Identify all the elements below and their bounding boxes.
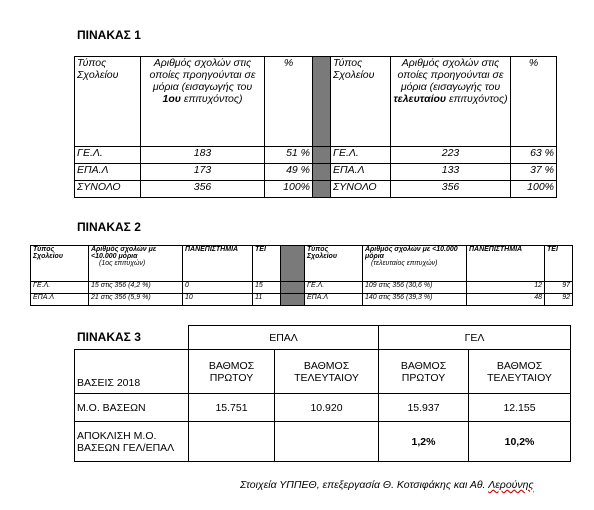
t2-cell: ΕΠΑ.Λ (305, 294, 363, 306)
t2-hdr-schools: Αριθμός σχολών με <10.000 μόρια (1ος επιτυχών) (89, 246, 183, 282)
t2-hdr-type2: Τύπος Σχολείου (305, 246, 363, 282)
t2-hdr-tei: ΤΕΙ (253, 246, 281, 282)
t1-separator (313, 57, 331, 147)
t1-cell: 49 % (265, 164, 313, 181)
table-row (75, 422, 571, 462)
t2-separator (281, 294, 305, 306)
t3-h-epal-last: ΒΑΘΜΟΣ ΤΕΛΕΥΤΑΙΟΥ (275, 350, 379, 394)
t3-cell: 1,2% (379, 422, 469, 462)
t3-cell: 15.751 (189, 394, 275, 422)
t2-hdr-uni2: ΠΑΝΕΠΙΣΤΗΜΙΑ (467, 246, 545, 282)
table3-title: ΠΙΝΑΚΑΣ 3 (77, 330, 141, 344)
t1-cell: 63 % (511, 147, 557, 164)
t2-cell: ΓΕ.Λ. (31, 282, 89, 294)
table-row (75, 164, 557, 181)
t3-cell: 10,2% (469, 422, 571, 462)
source-note (240, 479, 534, 491)
table-row (31, 294, 573, 306)
table1-title: ΠΙΝΑΚΑΣ 1 (77, 28, 141, 42)
t2-hdr-uni: ΠΑΝΕΠΙΣΤΗΜΙΑ (183, 246, 253, 282)
t2-cell: 15 στις 356 (4,2 %) (89, 282, 183, 294)
table2-title: ΠΙΝΑΚΑΣ 2 (77, 220, 141, 234)
t2-cell: 92 (545, 294, 573, 306)
t1-hdr-pct: % (265, 57, 313, 147)
t3-cell: 15.937 (379, 394, 469, 422)
t1-hdr-last: Αριθμός σχολών στις οποίες προηγούνται σε μόρια (εισαγωγής του τελευταίου επιτυχόντος) (391, 57, 511, 147)
table-row (75, 147, 557, 164)
t3-h-epal-first: ΒΑΘΜΟΣ ΠΡΩΤΟΥ (189, 350, 275, 394)
t1-cell: 183 (141, 147, 265, 164)
table3 (74, 325, 571, 462)
t3-grp-gel: ΓΕΛ (379, 326, 571, 350)
t1-cell: ΓΕ.Λ. (331, 147, 391, 164)
t1-cell: ΣΥΝΟΛΟ (75, 181, 141, 198)
t1-hdr-last-bold: τελευταίου (393, 93, 447, 105)
t2-cell: 15 (253, 282, 281, 294)
t3-cell: 12.155 (469, 394, 571, 422)
t3-grp-epal: ΕΠΑΛ (189, 326, 379, 350)
t2-separator (281, 246, 305, 282)
t1-cell: 356 (391, 181, 511, 198)
t1-cell: 37 % (511, 164, 557, 181)
t1-cell: 51 % (265, 147, 313, 164)
t1-cell: 100% (511, 181, 557, 198)
t1-hdr-pct2: % (511, 57, 557, 147)
t1-cell: 100% (265, 181, 313, 198)
t1-cell: ΓΕ.Λ. (75, 147, 141, 164)
t1-hdr-type2: Τύπος Σχολείου (331, 57, 391, 147)
t3-row3-label: ΑΠΟΚΛΙΣΗ Μ.Ο. ΒΑΣΕΩΝ ΓΕΛ/ΕΠΑΛ (75, 422, 189, 462)
t1-hdr-first-bold: 1ου (162, 93, 181, 105)
t1-cell: ΕΠΑ.Λ (75, 164, 141, 181)
t1-cell: ΕΠΑ.Λ (331, 164, 391, 181)
t2-hdr-schools2: Αριθμός σχολών με <10.000 μόρια (τελευταίος επιτυχών) (363, 246, 467, 282)
t2-hdr-tei2: ΤΕΙ (545, 246, 573, 282)
t1-cell: 133 (391, 164, 511, 181)
t2-cell: 0 (183, 282, 253, 294)
table1 (74, 56, 557, 198)
t2-cell: ΕΠΑ.Λ (31, 294, 89, 306)
t1-separator (313, 181, 331, 198)
table-row (75, 181, 557, 198)
t3-cell: 10.920 (275, 394, 379, 422)
t3-cell (275, 422, 379, 462)
t3-row1-label: ΒΑΣΕΙΣ 2018 (75, 350, 189, 394)
table2 (30, 245, 573, 306)
t2-cell: 10 (183, 294, 253, 306)
t1-separator (313, 164, 331, 181)
t1-cell: 356 (141, 181, 265, 198)
t2-cell: 21 στις 356 (5,9 %) (89, 294, 183, 306)
t3-h-gel-last: ΒΑΘΜΟΣ ΤΕΛΕΥΤΑΙΟΥ (469, 350, 571, 394)
t1-hdr-type: Τύπος Σχολείου (75, 57, 141, 147)
t2-cell: 12 (467, 282, 545, 294)
t2-cell: 11 (253, 294, 281, 306)
t3-row2-label: Μ.Ο. ΒΑΣΕΩΝ (75, 394, 189, 422)
source-note-text: Στοιχεία ΥΠΠΕΘ, επεξεργασία Θ. Κοτσιφάκης και Αθ. (240, 479, 489, 491)
t2-cell: 48 (467, 294, 545, 306)
t3-corner (75, 326, 189, 350)
source-note-name: Λερούνης (488, 479, 534, 491)
table-row (31, 282, 573, 294)
t3-cell (189, 422, 275, 462)
t2-cell: 140 στις 356 (39,3 %) (363, 294, 467, 306)
t1-hdr-first: Αριθμός σχολών στις οποίες προηγούνται σε μόρια (εισαγωγής του 1ου επιτυχόντος) (141, 57, 265, 147)
t1-cell: 223 (391, 147, 511, 164)
t3-h-gel-first: ΒΑΘΜΟΣ ΠΡΩΤΟΥ (379, 350, 469, 394)
t2-separator (281, 282, 305, 294)
t2-cell: 109 στις 356 (30,6 %) (363, 282, 467, 294)
t1-cell: 173 (141, 164, 265, 181)
t1-cell: ΣΥΝΟΛΟ (331, 181, 391, 198)
t1-separator (313, 147, 331, 164)
t2-cell: 97 (545, 282, 573, 294)
table-row (75, 394, 571, 422)
t2-hdr-type: Τύπος Σχολείου (31, 246, 89, 282)
t2-cell: ΓΕ.Λ. (305, 282, 363, 294)
